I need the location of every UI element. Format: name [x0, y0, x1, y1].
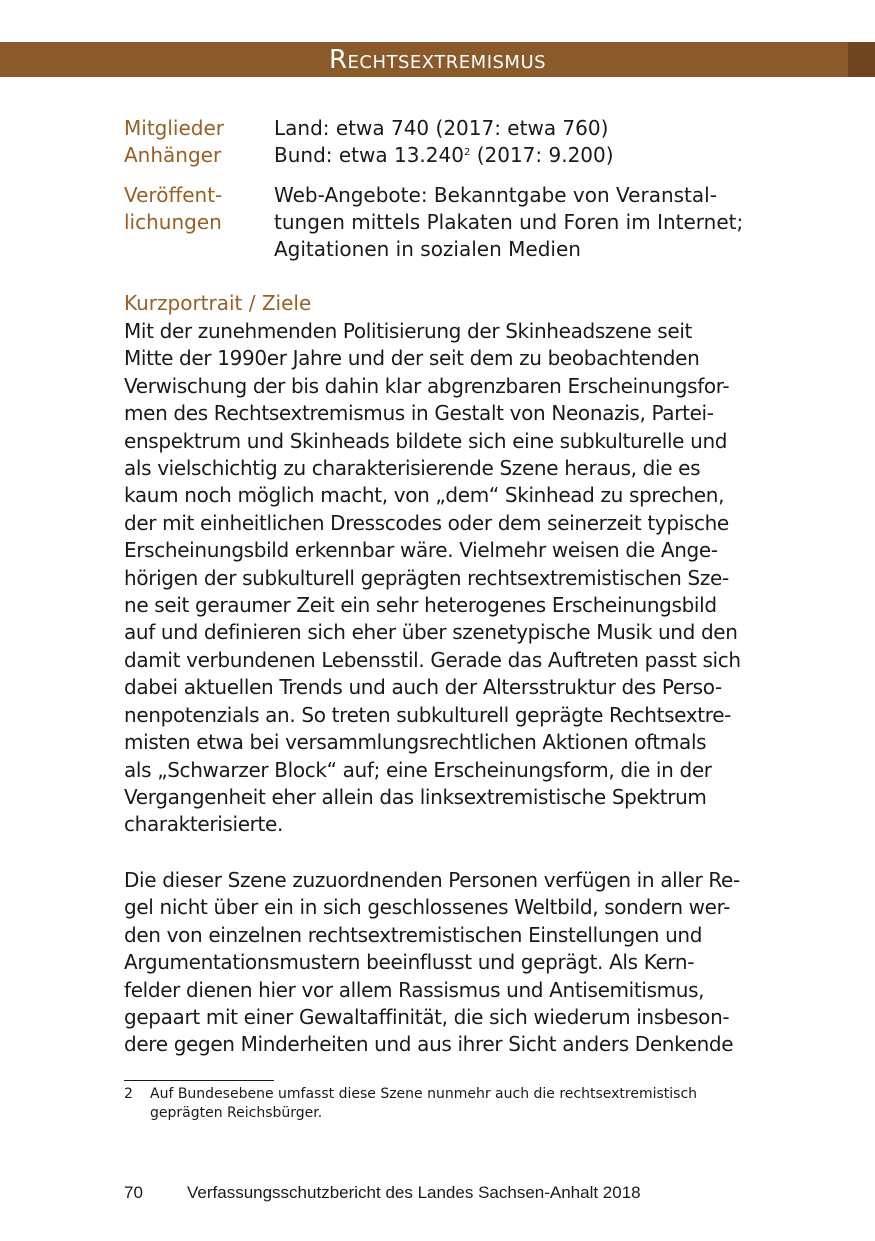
publications-value	[274, 182, 764, 263]
bund-count	[274, 142, 764, 169]
text-line: ne seit geraumer Zeit ein sehr heterogenes Erscheinungsbild	[124, 593, 717, 618]
text-line: Erscheinungsbild erkennbar wäre. Vielmehr weisen die Ange-	[124, 538, 718, 563]
text-line: als „Schwarzer Block“ auf; eine Erscheinungsform, die in der	[124, 757, 712, 782]
land-count: Land: etwa 740 (2017: etwa 760)	[274, 116, 609, 140]
text-line: misten etwa bei versammlungsrechtlichen Aktionen oftmals	[124, 730, 707, 755]
publications-line: Web-Angebote: Bekanntgabe von Veranstal-	[274, 183, 717, 207]
text-line: als vielschichtig zu charakterisierende Szene heraus, die es	[124, 456, 701, 481]
anhaenger-label: Anhänger	[124, 143, 222, 167]
footnote-number: 2	[124, 1086, 133, 1102]
text-line: hörigen der subkulturell geprägten rechtsextremistischen Sze-	[124, 565, 729, 590]
text-line: den von einzelnen rechtsextremistischen Einstellungen und	[124, 922, 703, 947]
text-line: charakterisierte.	[124, 812, 283, 837]
publications-label-line: lichungen	[124, 210, 222, 234]
publications-line: Agitationen in sozialen Medien	[274, 237, 581, 261]
members-labels	[124, 115, 269, 169]
text-line: Vergangenheit eher allein das linksextremistische Spektrum	[124, 784, 707, 809]
text-line: gepaart mit einer Gewaltaffinität, die sich wiederum insbeson-	[124, 1005, 730, 1030]
text-line: kaum noch möglich macht, von „dem“ Skinhead zu sprechen,	[124, 483, 725, 508]
text-line: gel nicht über ein in sich geschlossenes Weltbild, sondern wer-	[124, 895, 731, 920]
text-line: damit verbundenen Lebensstil. Gerade das Auftreten passt sich	[124, 647, 741, 672]
bund-count-previous: (2017: 9.200)	[470, 143, 614, 167]
text-line: dere gegen Minderheiten und aus ihrer Sicht anders Denkende	[124, 1032, 734, 1057]
text-line: Die dieser Szene zuzuordnenden Personen verfügen in aller Re-	[124, 868, 740, 892]
body-paragraph-1	[124, 318, 764, 839]
footnote-ref: 2	[463, 147, 471, 158]
footer-title: Verfassungsschutzbericht des Landes Sachsen-Anhalt 2018	[187, 1183, 641, 1202]
section-heading: Kurzportrait / Ziele	[124, 291, 312, 315]
publications-label-line: Veröffent-	[124, 183, 223, 207]
text-line: dabei aktuellen Trends und auch der Altersstruktur des Perso-	[124, 675, 722, 700]
text-line: men des Rechtsextremismus in Gestalt von Neonazis, Partei-	[124, 401, 714, 426]
page-title: Rechtsextremismus	[328, 45, 547, 75]
text-line: nenpotenzials an. So treten subkulturell geprägte Rechtsextre-	[124, 702, 732, 727]
mitglieder-label: Mitglieder	[124, 116, 224, 140]
text-line: Verwischung der bis dahin klar abgrenzbaren Erscheinungsfor-	[124, 373, 730, 398]
members-values	[274, 115, 764, 169]
footnote-text	[150, 1085, 744, 1123]
text-line: Mit der zunehmenden Politisierung der Skinheadszene seit	[124, 319, 693, 343]
footnote-line: Auf Bundesebene umfasst diese Szene nunmehr auch die rechtsextremistisch	[150, 1086, 698, 1102]
text-line: felder dienen hier vor allem Rassismus und Antisemitismus,	[124, 977, 705, 1002]
footnote-divider	[124, 1080, 274, 1081]
page-number: 70	[124, 1183, 143, 1202]
text-line: auf und definieren sich eher über szenetypische Musik und den	[124, 620, 738, 645]
footnote-line: geprägten Reichsbürger.	[150, 1105, 323, 1121]
text-line: Mitte der 1990er Jahre und der seit dem zu beobachtenden	[124, 346, 700, 371]
text-line: enspektrum und Skinheads bildete sich eine subkulturelle und	[124, 428, 728, 453]
bund-count-main: Bund: etwa 13.240	[274, 143, 464, 167]
text-line: der mit einheitlichen Dresscodes oder dem seinerzeit typische	[124, 510, 729, 535]
publications-label	[124, 182, 269, 236]
body-paragraph-2	[124, 867, 764, 1059]
text-line: Argumentationsmustern beeinflusst und geprägt. Als Kern-	[124, 950, 695, 975]
publications-line: tungen mittels Plakaten und Foren im Internet;	[274, 210, 744, 234]
